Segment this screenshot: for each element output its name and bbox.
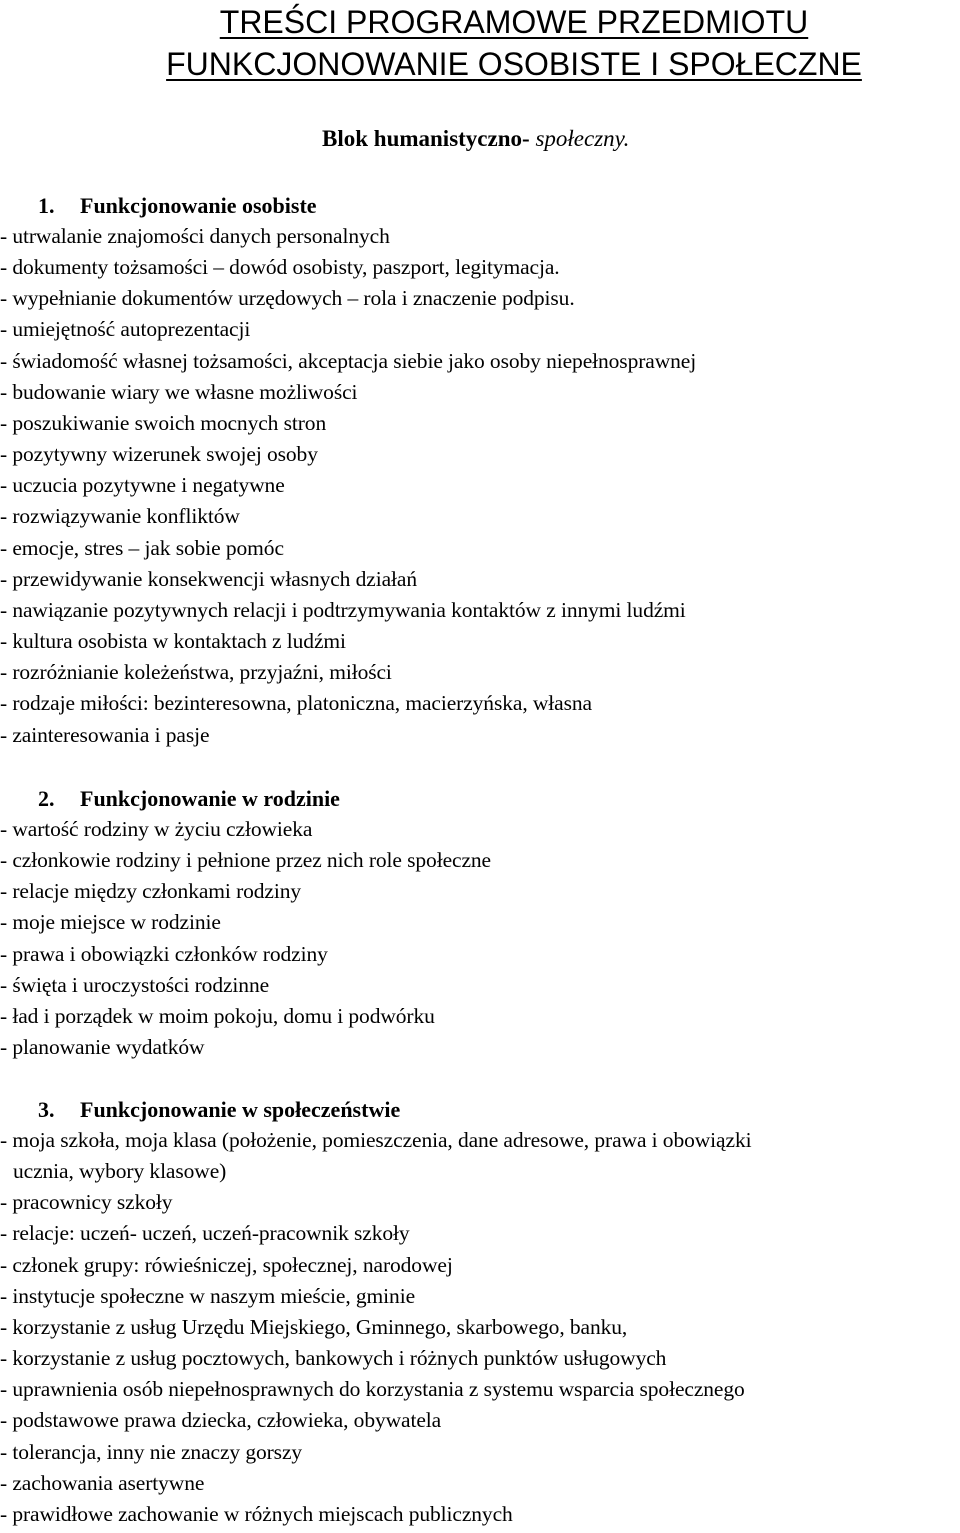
section-heading-text: Funkcjonowanie osobiste — [80, 193, 317, 218]
section-heading — [0, 1094, 960, 1125]
list-item: - członkowie rodziny i pełnione przez nich role społeczne — [0, 848, 491, 873]
list-item: - korzystanie z usług pocztowych, bankowych i różnych punktów usługowych — [0, 1346, 667, 1371]
subtitle-bold: Blok humanistyczno- — [322, 126, 530, 151]
list-item: - rozróżnianie koleżeństwa, przyjaźni, miłości — [0, 660, 392, 685]
section-number: 1. — [38, 193, 55, 218]
list-item: - moje miejsce w rodzinie — [0, 910, 221, 935]
document-title-line-1: TREŚCI PROGRAMOWE PRZEDMIOTU — [219, 4, 809, 40]
section-society-functioning — [0, 1094, 960, 1530]
section-item-list — [0, 221, 960, 751]
list-item: - zainteresowania i pasje — [0, 722, 210, 747]
subtitle-italic: społeczny. — [535, 126, 630, 151]
section-number: 2. — [38, 786, 55, 811]
list-item: - tolerancja, inny nie znaczy gorszy — [0, 1439, 303, 1464]
list-item-continuation — [0, 1156, 960, 1187]
list-item: - planowanie wydatków — [0, 1035, 205, 1060]
continuation-text: ucznia, wybory klasowe) — [13, 1159, 227, 1184]
list-item: - moja szkoła, moja klasa (położenie, pomieszczenia, dane adresowe, prawa i obowiązki — [0, 1128, 752, 1152]
section-family-functioning — [0, 783, 960, 1063]
list-item: - wypełnianie dokumentów urzędowych – rola i znaczenie podpisu. — [0, 286, 575, 311]
list-item: - budowanie wiary we własne możliwości — [0, 379, 358, 404]
section-personal-functioning — [0, 190, 960, 751]
section-heading — [0, 190, 960, 221]
list-item: - dokumenty tożsamości – dowód osobisty, paszport, legitymacja. — [0, 255, 560, 280]
list-item: - relacje między członkami rodziny — [0, 879, 302, 904]
list-item: - instytucje społeczne w naszym mieście, gminie — [0, 1283, 416, 1308]
list-item: - korzystanie z usług Urzędu Miejskiego, Gminnego, skarbowego, banku, — [0, 1314, 628, 1339]
list-item: - rozwiązywanie konfliktów — [0, 504, 240, 529]
list-item: - nawiązanie pozytywnych relacji i podtrzymywania kontaktów z innymi ludźmi — [0, 597, 686, 622]
list-item: - prawidłowe zachowanie w różnych miejscach publicznych — [0, 1501, 513, 1526]
list-item: - podstawowe prawa dziecka, człowieka, obywatela — [0, 1408, 442, 1433]
list-item: - przewidywanie konsekwencji własnych działań — [0, 566, 417, 591]
list-item: - umiejętność autoprezentacji — [0, 317, 251, 342]
section-heading-text: Funkcjonowanie w rodzinie — [80, 786, 340, 811]
list-item: - emocje, stres – jak sobie pomóc — [0, 535, 284, 560]
list-item: - członek grupy: rówieśniczej, społecznej, narodowej — [0, 1252, 453, 1277]
section-number: 3. — [38, 1097, 55, 1122]
list-item: - zachowania asertywne — [0, 1470, 205, 1495]
list-item: - relacje: uczeń- uczeń, uczeń-pracownik szkoły — [0, 1221, 410, 1246]
section-heading — [0, 783, 960, 814]
list-item: - uprawnienia osób niepełnosprawnych do korzystania z systemu wsparcia społecznego — [0, 1377, 745, 1402]
list-item: - poszukiwanie swoich mocnych stron — [0, 410, 327, 435]
list-item: - świadomość własnej tożsamości, akceptacja siebie jako osoby niepełnosprawnej — [0, 348, 697, 373]
list-item: - uczucia pozytywne i negatywne — [0, 473, 285, 498]
document-title-line-2: FUNKCJONOWANIE OSOBISTE I SPOŁECZNE — [166, 46, 862, 82]
list-item: - prawa i obowiązki członków rodziny — [0, 941, 328, 966]
list-item: - pracownicy szkoły — [0, 1190, 173, 1215]
list-item: - kultura osobista w kontaktach z ludźmi — [0, 629, 346, 654]
section-item-list — [0, 814, 960, 1063]
list-item: - rodzaje miłości: bezinteresowna, platoniczna, macierzyńska, własna — [0, 691, 592, 716]
list-item: - pozytywny wizerunek swojej osoby — [0, 442, 318, 467]
section-item-list — [0, 1125, 960, 1530]
section-heading-text: Funkcjonowanie w społeczeństwie — [80, 1097, 401, 1122]
list-item: - wartość rodziny w życiu człowieka — [0, 817, 313, 841]
list-item: - ład i porządek w moim pokoju, domu i podwórku — [0, 1003, 435, 1028]
list-item: - święta i uroczystości rodzinne — [0, 972, 270, 997]
block-subtitle — [322, 123, 629, 155]
list-item: - utrwalanie znajomości danych personalnych — [0, 224, 390, 248]
